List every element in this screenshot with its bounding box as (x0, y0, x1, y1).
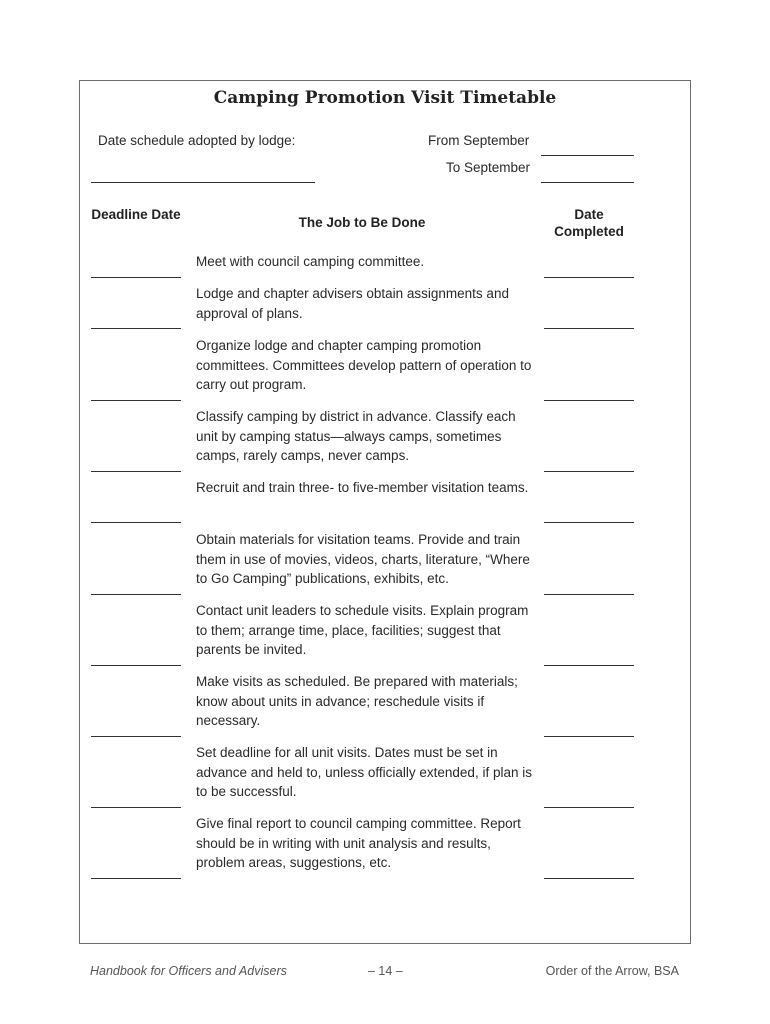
date-completed-header (544, 206, 634, 240)
deadline-blank[interactable] (91, 807, 181, 808)
completed-blank[interactable] (544, 878, 634, 879)
adopted-date-label: Date schedule adopted by lodge: (98, 133, 296, 148)
completed-blank[interactable] (544, 594, 634, 595)
task-text: Meet with council camping committee. (196, 254, 425, 269)
task-text: Organize lodge and chapter camping promotion committees. Committees develop pattern of operation to carry out program. (196, 338, 532, 393)
completed-blank[interactable] (544, 522, 634, 523)
completed-blank[interactable] (544, 665, 634, 666)
from-september-blank[interactable] (541, 155, 634, 156)
completed-blank[interactable] (544, 471, 634, 472)
deadline-blank[interactable] (91, 522, 181, 523)
footer-handbook-title: Handbook for Officers and Advisers (90, 964, 287, 978)
task-text: Contact unit leaders to schedule visits. Explain program to them; arrange time, place, facilities; suggest that parents be invited. (196, 603, 529, 658)
deadline-blank[interactable] (91, 400, 181, 401)
task-text: Recruit and train three- to five-member visitation teams. (196, 480, 529, 495)
footer-organization: Order of the Arrow, BSA (545, 964, 679, 978)
footer-page-number: – 14 – (368, 964, 403, 978)
task-text: Lodge and chapter advisers obtain assignments and approval of plans. (196, 286, 509, 321)
deadline-date-header (91, 206, 181, 223)
completed-blank[interactable] (544, 736, 634, 737)
deadline-blank[interactable] (91, 594, 181, 595)
to-september-label: To September (446, 160, 531, 175)
task-text: Obtain materials for visitation teams. Provide and train them in use of movies, videos, charts, literature, “Where to Go Camping” publications, exhibits, etc. (196, 532, 530, 587)
task-text: Classify camping by district in advance. Classify each unit by camping status—always camps, sometimes camps, rarely camps, never camps. (196, 409, 516, 464)
deadline-header-text: Deadline Date (91, 207, 181, 222)
task-text: Make visits as scheduled. Be prepared with materials; know about units in advance; reschedule visits if necessary. (196, 674, 518, 729)
deadline-blank[interactable] (91, 878, 181, 879)
completed-blank[interactable] (544, 400, 634, 401)
completed-header-text: Date Completed (554, 207, 624, 239)
deadline-blank[interactable] (91, 471, 181, 472)
adopted-date-blank[interactable] (91, 182, 315, 183)
deadline-blank[interactable] (91, 665, 181, 666)
deadline-blank[interactable] (91, 736, 181, 737)
from-september-label: From September (428, 133, 530, 148)
to-september-blank[interactable] (541, 182, 634, 183)
completed-blank[interactable] (544, 328, 634, 329)
deadline-blank[interactable] (91, 277, 181, 278)
page-title: Camping Promotion Visit Timetable (213, 88, 557, 108)
task-text: Give final report to council camping committee. Report should be in writing with unit analysis and results, problem areas, suggestions, etc. (196, 816, 521, 871)
task-text: Set deadline for all unit visits. Dates must be set in advance and held to, unless officially extended, if plan is to be successful. (196, 745, 532, 800)
deadline-blank[interactable] (91, 328, 181, 329)
completed-blank[interactable] (544, 807, 634, 808)
completed-blank[interactable] (544, 277, 634, 278)
job-header: The Job to Be Done (298, 215, 426, 230)
